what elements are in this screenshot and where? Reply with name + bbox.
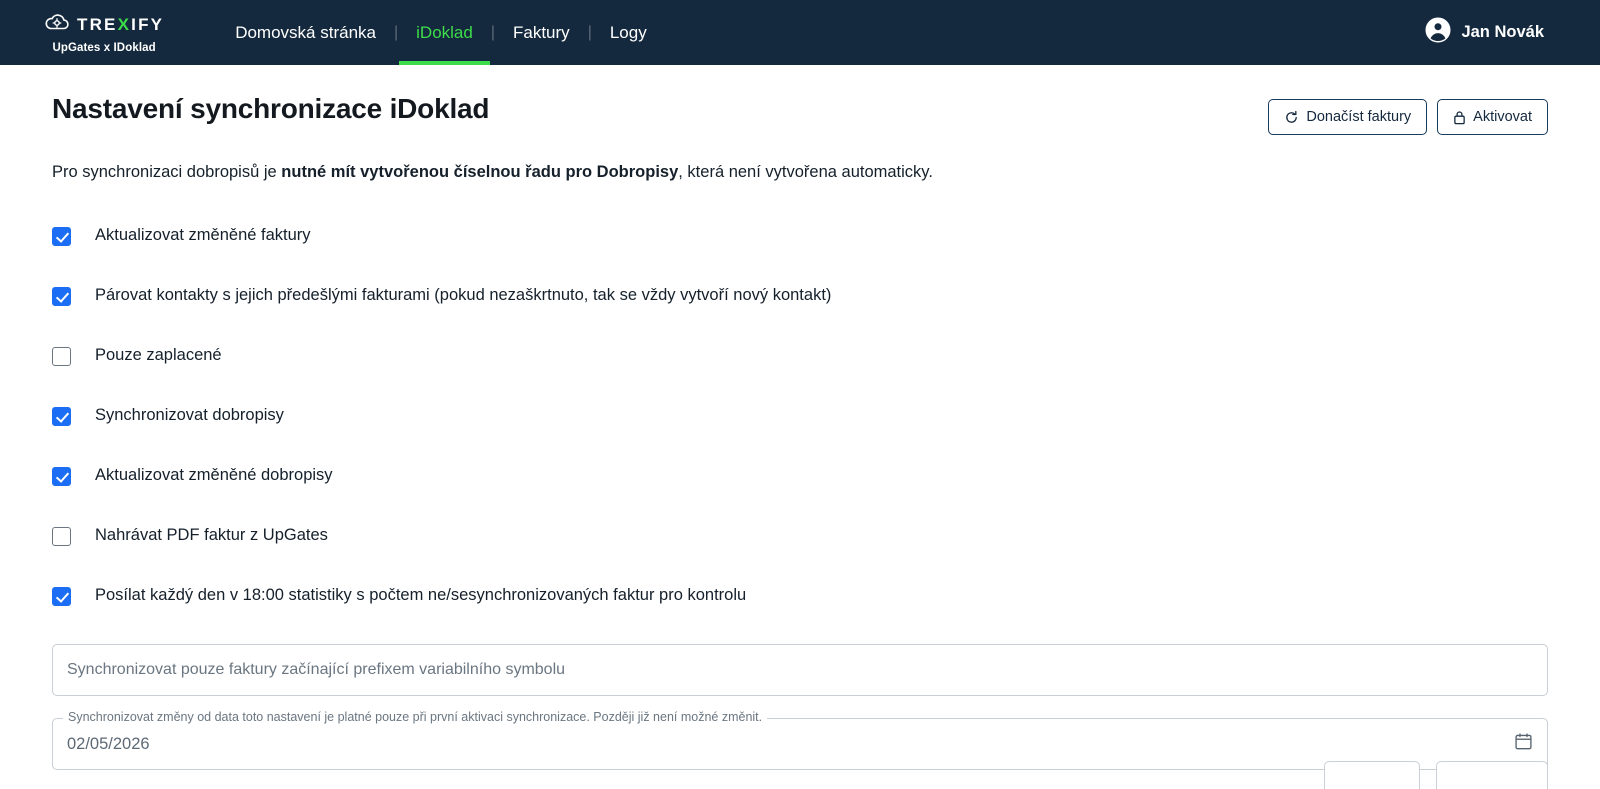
checkbox-only-paid[interactable] (52, 347, 71, 366)
checkbox-row (52, 206, 1548, 266)
user-menu[interactable] (1425, 17, 1576, 48)
vs-prefix-input[interactable] (52, 644, 1548, 696)
page-title: Nastavení synchronizace iDoklad (52, 93, 490, 124)
checkbox-update-changed-credit-notes[interactable] (52, 467, 71, 486)
nav-item-home[interactable]: Domovská stránka (235, 22, 376, 42)
checkbox-row (52, 266, 1548, 326)
refresh-icon (1284, 110, 1299, 125)
intro-bold: nutné mít vytvořenou číselnou řadu pro Dobropisy (281, 163, 679, 181)
brand-subtitle: UpGates x IDoklad (52, 41, 156, 54)
checkbox-match-contacts[interactable] (52, 287, 71, 306)
header-actions (1268, 93, 1548, 135)
brand-wordmark: TREXIFY (77, 14, 165, 34)
checkbox-only-paid-label: Pouze zaplacené (95, 346, 222, 365)
footer-button-secondary[interactable] (1324, 761, 1420, 789)
checkbox-sync-credit-notes[interactable] (52, 407, 71, 426)
footer-button-primary[interactable] (1436, 761, 1548, 789)
sync-from-date-legend: Synchronizovat změny od data toto nastavení je platné pouze při první aktivaci synchronizace. Později již není možné změnit. (63, 710, 767, 724)
settings-page (0, 65, 1600, 789)
cloud-gear-icon (44, 12, 70, 37)
checkbox-row (52, 446, 1548, 506)
reload-invoices-label: Donačíst faktury (1306, 109, 1412, 125)
intro-part2: , která není vytvořena automaticky. (678, 163, 933, 181)
calendar-icon[interactable] (1514, 732, 1533, 756)
settings-checkbox-list (52, 206, 1548, 626)
nav-item-invoices[interactable]: Faktury (513, 22, 570, 42)
brand-logo[interactable] (44, 12, 164, 54)
checkbox-update-changed-invoices-label: Aktualizovat změněné faktury (95, 226, 311, 245)
nav-separator: | (490, 23, 495, 41)
intro-part1: Pro synchronizaci dobropisů je (52, 163, 282, 181)
checkbox-daily-statistics[interactable] (52, 587, 71, 606)
checkbox-daily-statistics-label: Posílat každý den v 18:00 statistiky s počtem ne/sesynchronizovaných faktur pro kontrolu (95, 586, 747, 605)
checkbox-upload-pdf-invoices[interactable] (52, 527, 71, 546)
checkbox-sync-credit-notes-label: Synchronizovat dobropisy (95, 406, 284, 425)
checkbox-upload-pdf-invoices-label: Nahrávat PDF faktur z UpGates (95, 526, 328, 545)
checkbox-row (52, 386, 1548, 446)
checkbox-match-contacts-label: Párovat kontakty s jejich předešlými fakturami (pokud nezaškrtnuto, tak se vždy vytvoří nový kontakt) (95, 286, 832, 305)
nav-separator: | (393, 23, 399, 41)
nav-separator: | (587, 23, 592, 41)
intro-text (52, 161, 1548, 184)
checkbox-update-changed-invoices[interactable] (52, 227, 71, 246)
checkbox-row (52, 566, 1548, 626)
reload-invoices-button[interactable] (1268, 99, 1427, 135)
nav-item-logs[interactable]: Logy (609, 22, 647, 42)
checkbox-update-changed-credit-notes-label: Aktualizovat změněné dobropisy (95, 466, 333, 485)
user-avatar-icon (1425, 17, 1451, 48)
sync-from-date-value: 02/05/2026 (67, 734, 150, 753)
user-name: Jan Novák (1461, 23, 1544, 41)
form-footer-actions (0, 761, 1600, 789)
top-navbar (0, 0, 1600, 65)
activate-label: Aktivovat (1473, 109, 1532, 125)
activate-button[interactable] (1437, 99, 1548, 135)
page-header (52, 65, 1548, 135)
checkbox-row (52, 506, 1548, 566)
nav-item-idoklad[interactable]: iDoklad (399, 0, 490, 65)
checkbox-row (52, 326, 1548, 386)
main-navigation (218, 0, 664, 65)
lock-icon (1453, 110, 1466, 125)
